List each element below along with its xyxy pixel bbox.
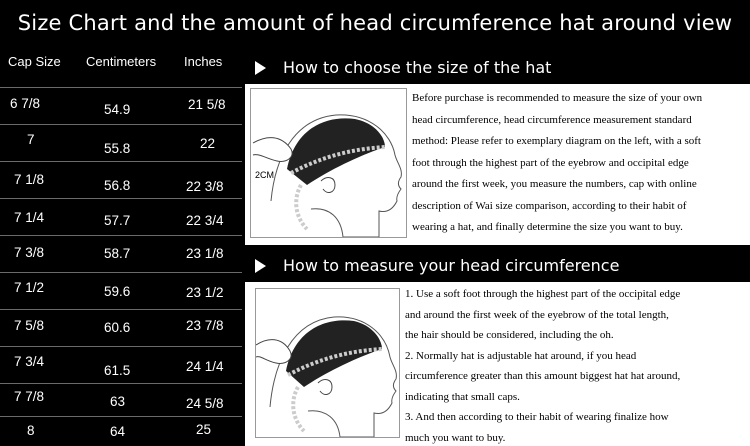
choose-size-section <box>245 52 750 245</box>
text-line: wearing a hat, and finally determine the size you want to buy. <box>412 221 683 233</box>
measure-head-header <box>245 250 750 282</box>
figure-label: 2CM <box>255 170 275 180</box>
cap-size-cell: 8 <box>27 423 35 438</box>
text-line: foot through the highest part of the eyebrow and occipital edge <box>412 156 689 169</box>
col-header-inches: Inches <box>184 54 223 69</box>
centimeters-cell: 58.7 <box>104 246 131 261</box>
head-measurement-diagram-2 <box>255 288 400 438</box>
centimeters-cell: 54.9 <box>104 102 131 117</box>
text-line: 1. Use a soft foot through the highest part of the occipital edge <box>405 288 681 300</box>
text-line: head circumference, head circumference measurement standard <box>412 113 692 126</box>
head-measurement-diagram <box>250 88 407 238</box>
inches-cell: 24 1/4 <box>186 359 224 374</box>
cap-size-cell: 7 1/8 <box>14 172 45 187</box>
text-line: 2. Normally hat is adjustable hat around, if you head <box>405 349 637 362</box>
centimeters-cell: 60.6 <box>104 320 131 335</box>
centimeters-cell: 59.6 <box>104 284 131 299</box>
table-row <box>0 235 242 272</box>
text-line: circumference greater than this amount biggest hat hat around, <box>405 370 681 382</box>
size-table <box>0 46 242 446</box>
centimeters-cell: 63 <box>110 394 126 409</box>
cap-size-cell: 7 3/4 <box>14 354 45 369</box>
cap-size-cell: 7 5/8 <box>14 318 45 333</box>
inches-cell: 22 3/8 <box>186 179 224 194</box>
table-row <box>0 383 242 416</box>
centimeters-cell: 61.5 <box>104 363 131 378</box>
table-row <box>0 161 242 198</box>
col-header-cap-size: Cap Size <box>8 54 61 69</box>
cap-size-cell: 7 1/4 <box>14 210 45 225</box>
inches-cell: 22 <box>200 136 216 151</box>
table-row <box>0 309 242 346</box>
measure-head-heading: How to measure your head circumference <box>283 256 620 275</box>
table-row <box>0 198 242 235</box>
cap-size-cell: 7 3/8 <box>14 245 45 260</box>
measure-head-section <box>245 250 750 446</box>
table-row <box>0 346 242 383</box>
text-line: much you want to buy. <box>405 431 506 444</box>
inches-cell: 23 1/2 <box>186 285 224 300</box>
text-line: around the first week, you measure the numbers, cap with online <box>412 178 697 190</box>
inches-cell: 24 5/8 <box>186 396 224 411</box>
cap-size-cell: 7 1/2 <box>14 280 45 295</box>
table-row <box>0 416 242 446</box>
page-title: Size Chart and the amount of head circumference hat around view <box>0 0 750 46</box>
play-triangle-icon <box>255 259 266 273</box>
choose-size-text <box>412 88 748 239</box>
choose-size-header <box>245 52 750 84</box>
text-line: indicating that small caps. <box>405 390 520 403</box>
col-header-centimeters: Centimeters <box>86 54 157 69</box>
measure-head-text <box>405 284 748 446</box>
table-row <box>0 272 242 309</box>
table-row <box>0 124 242 161</box>
text-line: Before purchase is recommended to measure the size of your own <box>412 92 703 104</box>
table-row <box>0 87 242 124</box>
choose-size-body <box>245 84 750 245</box>
centimeters-cell: 55.8 <box>104 141 131 156</box>
centimeters-cell: 64 <box>110 424 126 439</box>
inches-cell: 22 3/4 <box>186 213 224 228</box>
cap-size-cell: 6 7/8 <box>10 96 41 111</box>
play-triangle-icon <box>255 61 266 75</box>
inches-cell: 21 5/8 <box>188 97 226 112</box>
text-line: 3. And then according to their habit of wearing finalize how <box>405 411 669 423</box>
measure-head-body <box>245 282 750 446</box>
text-line: description of Wai size comparison, according to their habit of <box>412 199 687 212</box>
choose-size-heading: How to choose the size of the hat <box>283 58 552 77</box>
text-line: method: Please refer to exemplary diagram on the left, with a soft <box>412 135 701 147</box>
text-line: and around the first week of the eyebrow of the total length, <box>405 308 669 321</box>
text-line: the hair should be considered, including the oh. <box>405 329 614 341</box>
inches-cell: 25 <box>196 422 212 437</box>
centimeters-cell: 57.7 <box>104 213 131 228</box>
centimeters-cell: 56.8 <box>104 178 131 193</box>
cap-size-cell: 7 7/8 <box>14 389 45 404</box>
inches-cell: 23 7/8 <box>186 318 224 333</box>
cap-size-cell: 7 <box>27 132 35 147</box>
inches-cell: 23 1/8 <box>186 246 224 261</box>
